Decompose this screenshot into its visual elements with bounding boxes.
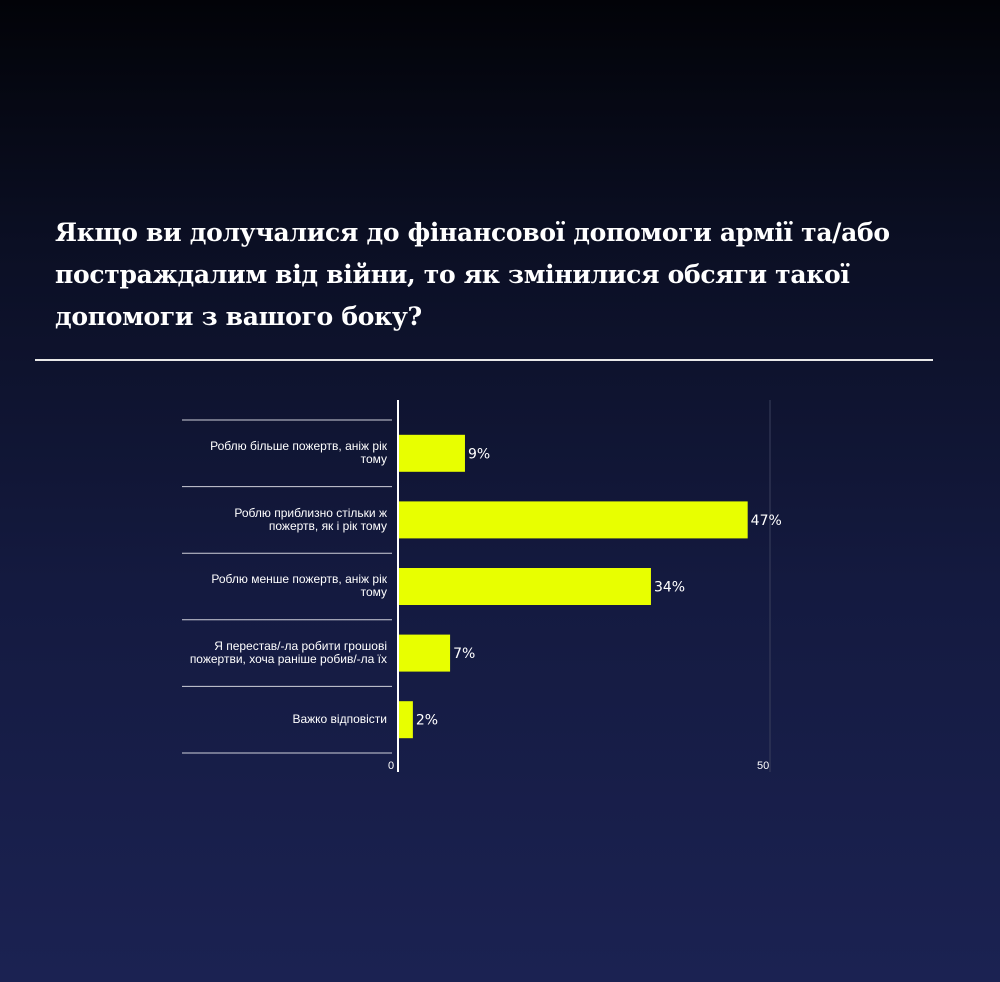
chart-title: Якщо ви долучалися до фінансової допомоги армії та/або постраждалим від війни, то як змінилися обсяги такої допомоги з вашого боку?: [55, 218, 890, 331]
data-label: 34%: [653, 579, 686, 596]
bar: [398, 435, 465, 472]
x-tick-label: 50: [757, 760, 770, 772]
bar: [398, 635, 450, 672]
category-label: Важко відповісти: [292, 712, 387, 727]
bar: [398, 568, 651, 605]
bar: [398, 501, 748, 538]
data-label: 9%: [467, 446, 491, 463]
data-label: 47%: [750, 512, 782, 529]
category-label: Роблю менше пожертв, аніж рік тому: [211, 572, 387, 600]
bar: [398, 701, 413, 738]
data-label: 7%: [453, 646, 476, 663]
x-tick-label: 0: [388, 760, 395, 772]
category-label: Роблю приблизно стільки ж пожертв, як і рік тому: [234, 505, 387, 533]
category-label: Роблю більше пожертв, аніж рік тому: [210, 439, 387, 467]
category-label: Я перестав/-ла робити грошові пожертви, хоча раніше робив/-ла їх: [189, 639, 387, 667]
data-label: 2%: [415, 712, 439, 729]
